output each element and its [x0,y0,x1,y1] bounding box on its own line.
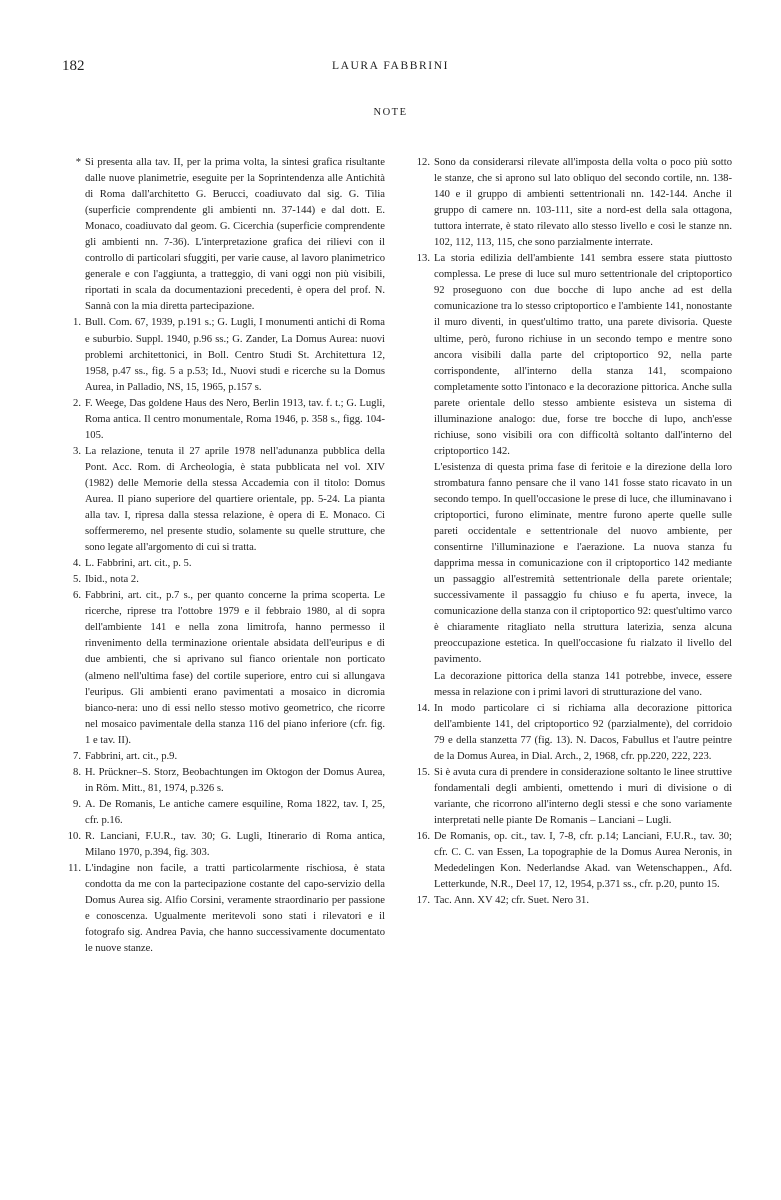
footnote-number: 2. [73,397,81,409]
footnote-number: 5. [73,574,81,586]
footnote-number: 7. [73,750,81,762]
footnote-number: 4. [73,558,81,570]
footnote [63,861,385,957]
footnote [412,829,732,893]
footnote [412,893,732,909]
footnote-number: 6. [73,590,81,602]
footnote-text: F. Weege, Das goldene Haus des Nero, Berlin 1913, tav. f. t.; G. Lugli, Roma antica. Il centro monumentale, Roma 1946, p. 358 s., figg. 104-105. [85,397,385,441]
footnote [412,765,732,829]
notes-right-column [412,155,732,909]
footnote [63,396,385,444]
footnote-number: 1. [73,317,81,329]
page-number: 182 [62,58,85,74]
footnote-text: In modo particolare ci si richiama alla decorazione pittorica dell'ambiente 141, del criptoportico 92 (parzialmente), del corridoio 79 e della stanzetta 77 (fig. 13). N. Dacos, Fabullus et l'autre peintre de la Domus Aurea, in Dial. Arch., 2, 1968, cfr. pp.220, 222, 223. [434,702,732,762]
footnote [63,444,385,556]
footnote-number: 13. [416,253,430,265]
footnote [63,829,385,861]
footnote-number: 17. [416,895,430,907]
footnote [412,155,732,251]
footnote-text: A. De Romanis, Le antiche camere esquiline, Roma 1822, tav. I, 25, cfr. p.16. [85,798,385,826]
footnote [63,155,385,315]
footnote-number: 3. [73,445,81,457]
running-head: LAURA FABBRINI [331,60,450,72]
footnote [63,556,385,572]
footnote [63,797,385,829]
footnote-number: 12. [416,157,430,168]
footnote [63,315,385,395]
section-title: NOTE [373,107,408,118]
footnote-text: La storia edilizia dell'ambiente 141 sembra essere stata piuttosto complessa. Le prese di luce sul muro settentrionale del criptoportico 92 proseguono con due bocche di lupo anche ad est della comunicazione tra lo stesso criptoportico e l'ambiente 141, nonostante il muro diventi, in quest'ultimo tratto, una parete divisoria. Queste ultime, però, furono richiuse in un secondo tempo e mentre sono ancora visibili dalla parte del criptoportico 92, nella parte corrispondente, all'interno della stanza 141, scompaiono completamente sotto l'intonaco e la decorazione pittorica. Anche sulla parete orientale dello stesso ambiente esisteva un sistema di illuminazione analogo: due, forse tre bocche di lupo, anch'esse richiuse, sono visibili ora con difficoltà soltanto dall'interno del criptoportico 142. [434,253,732,457]
footnote-paragraph: L'esistenza di questa prima fase di feritoie e la direzione della loro strombatura fanno pensare che il vano 141 fosse stato ricavato in un secondo tempo. In quell'occasione le prese di luce, che illuminavano i criptoportici, furono eliminate, mentre furono aperte quelle sulle pareti occidentale e settentrionale del nuovo ambiente, per consentirne l'illuminazione e l'aerazione. La nuova stanza fu dapprima messa in comunicazione con il criptoportico 142 mediante un passaggio all'estremità settentrionale della parete orientale; successivamente il passaggio fu chiuso e fu aperta, invece, la comunicazione della stanza con il criptoportico 92: quest'ultimo varco è chiaramente ritagliato nella struttura laterizia, senza alcuna preoccupazione estetica. In quell'occasione fu rialzato il livello del pavimento. [434,461,732,666]
footnote-number: 9. [73,798,81,810]
footnote-text: La relazione, tenuta il 27 aprile 1978 nell'adunanza pubblica della Pont. Acc. Rom. di Archeologia, è stata pubblicata nel vol. XIV (1982) delle Memorie della stessa Accademia con il titolo: Domus Aurea. Il piano superiore del quartiere orientale, pp. 5-24. La pianta alla tav. I, ripresa dalla stessa relazione, è opera di E. Monaco. Ci soffermeremo, nel presente studio, solamente su quelle strutture, che sono legate all'argomento di cui si tratta. [85,445,385,554]
footnote-text: R. Lanciani, F.U.R., tav. 30; G. Lugli, Itinerario di Roma antica, Milano 1970, p.394, fig. 303. [85,830,385,859]
footnote-text: Tac. Ann. XV 42; cfr. Suet. Nero 31. [434,895,589,907]
footnote-number: 16. [416,830,430,842]
footnote [63,588,385,748]
footnote-text: Sono da considerarsi rilevate all'imposta della volta o poco più sotto le stanze, che si aprono sul lato obliquo del secondo cortile, nn. 138-140 e il gruppo di ambienti settentrionali nn. 142-144. Anche il gruppo di camere nn. 103-111, site a nord-est della sala ottagona, tuttora interrate, è stato rilevato allo stesso livello e così le stanze nn. 102, 112, 113, 115, che sono parzialmente interrate. [434,157,732,249]
page-header [0,58,781,78]
notes-left-column [63,155,385,957]
footnote-text: H. Prückner–S. Storz, Beobachtungen im Oktogon der Domus Aurea, in Röm. Mitt., 81, 1974, p.326 s. [85,766,385,794]
footnote-paragraph: La decorazione pittorica della stanza 141 potrebbe, invece, essere messa in relazione con i primi lavori di strutturazione del vano. [434,670,732,698]
footnote [63,765,385,797]
footnote-text: Bull. Com. 67, 1939, p.191 s.; G. Lugli, I monumenti antichi di Roma e suburbio. Suppl. 1940, p.96 ss.; G. Zander, La Domus Aurea: nuovi problemi architettonici, in Boll. Centro Studi St. Architettura 12, 1958, p.47 ss., fig. 5 a p.53; Id., Nuovi studi e ricerche su la Domus Aurea, in Palladio, NS, 15, 1965, p.157 s. [85,317,385,393]
footnote [63,749,385,765]
footnote-number: * [75,157,81,168]
footnote-number: 14. [416,702,430,714]
footnote-number: 11. [68,863,81,875]
footnote-text: De Romanis, op. cit., tav. I, 7-8, cfr. p.14; Lanciani, F.U.R., tav. 30; cfr. C. C. van Essen, La topographie de la Domus Aurea Neronis, in Mededelingen Kon. Nederlandse Akad. van Wetenschappen., Afd. Letterkunde, N.R., Deel 17, 12, 1954, p.371 ss., cfr. p.20, punto 15. [434,830,732,891]
footnote [412,251,732,460]
footnote-number: 8. [73,766,81,778]
footnote-text: Fabbrini, art. cit., p.9. [85,750,178,762]
footnote-text: Ibid., nota 2. [85,574,139,586]
footnote [63,572,385,588]
footnote-text: Si presenta alla tav. II, per la prima volta, la sintesi grafica risultante dalle nuove planimetrie, eseguite per la Soprintendenza alle Antichità di Roma dall'architetto G. Berucci, coadiuvato dal sig. G. Tilia (superficie comprendente gli ambienti nn. 37-144) e dal dott. E. Monaco, coadiuvato dal geom. G. Cicerchia (superficie comprendente gli ambienti nn. 7-36). L'interpretazione grafica dei rilievi con il controllo di particolari sfuggiti, per varie cause, al lavoro planimetrico generale e con l'aggiunta, a tratteggio, di vani oggi non più visibili, riportati in scala da documentazioni precedenti, è opera del prof. N. Sannà con la mia diretta partecipazione. [85,157,385,313]
footnote-text: Si è avuta cura di prendere in considerazione soltanto le linee struttive fondamentali degli ambienti, omettendo i muri di divisione o di variante, che ricorrono all'interno degli stessi e che sono variamente interpretati nelle piante De Romanis – Lanciani – Lugli. [434,766,732,826]
footnote-number: 10. [67,830,81,842]
footnote-text: L. Fabbrini, art. cit., p. 5. [85,558,192,570]
footnote-text: L'indagine non facile, a tratti particolarmente rischiosa, è stata condotta da me con la partecipazione costante del capo-servizio della Domus Aurea sig. Alfio Corsini, veramente straordinario per passione e conoscenza. Ugualmente meritevoli sono stati i rilevatori e il fotografo sig. Andrea Pavia, che hanno successivamente documentato le nuove stanze. [85,863,385,955]
footnote-number: 15. [416,766,430,778]
footnote-text: Fabbrini, art. cit., p.7 s., per quanto concerne la prima scoperta. Le ricerche, riprese tra l'ottobre 1979 e il febbraio 1980, al di sopra dell'ambiente 141 e nella zona limitrofa, hanno permesso il rinvenimento della terminazione orientale absidata dell'euripus e di due ambienti, che si aprivano sul fianco orientale non porticato (almeno nell'ultima fase) del cortile superiore, entro cui si allungava l'euripus. Gli ambienti erano pavimentati a mosaico in dicromia bianco-nera: uno di essi nello stesso motivo geometrico, che ricorre nel mosaico pavimentale della stanza 116 del piano inferiore (cfr. fig. 1 e tav. II). [85,590,385,746]
footnote [412,701,732,765]
